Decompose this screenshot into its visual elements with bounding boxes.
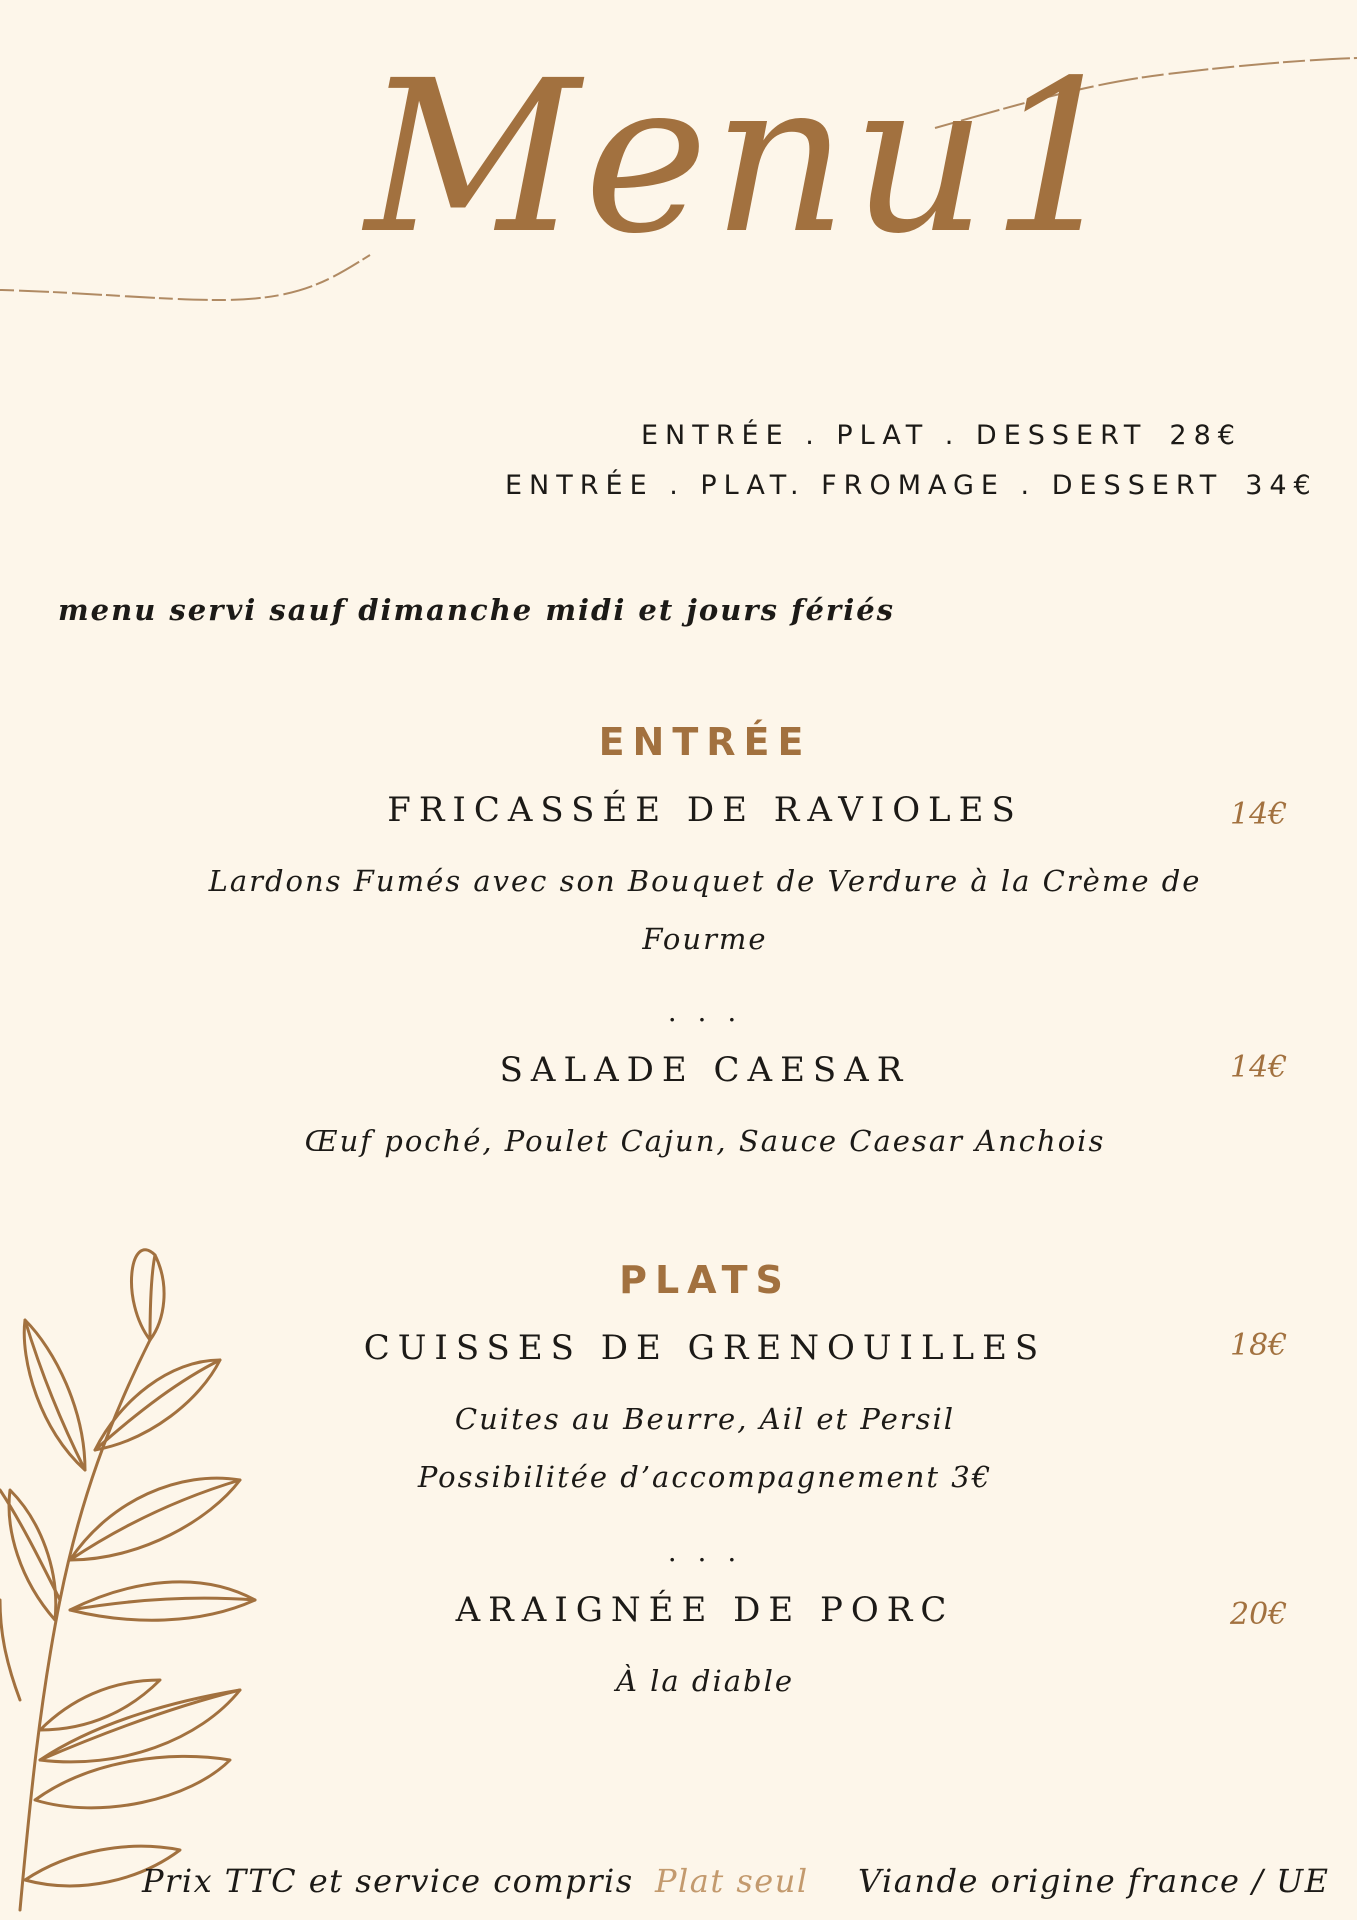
formula-line-1 bbox=[641, 420, 1242, 451]
menu-script-title: Menu1 bbox=[365, 35, 1129, 280]
dish-desc-salade bbox=[200, 1112, 1210, 1170]
dish-price-salade: 14€ bbox=[1230, 1050, 1288, 1085]
dish-desc-fricassee bbox=[200, 852, 1210, 968]
formula-2-price: 34€ bbox=[1245, 470, 1318, 501]
formula-2-label: ENTRÉE . PLAT. FROMAGE . DESSERT bbox=[505, 470, 1224, 501]
dish-price-araignee: 20€ bbox=[1230, 1597, 1288, 1632]
formula-1-price: 28€ bbox=[1169, 420, 1242, 451]
dish-name-salade: SALADE CAESAR bbox=[499, 1050, 911, 1090]
dish-desc-grenouilles bbox=[200, 1390, 1210, 1506]
dish-separator: . . . bbox=[667, 995, 743, 1028]
dish-price-grenouilles: 18€ bbox=[1230, 1328, 1288, 1363]
dish-name-fricassee: FRICASSÉE DE RAVIOLES bbox=[387, 790, 1023, 830]
dish-desc-line: Fourme bbox=[642, 922, 768, 956]
section-title-entree: ENTRÉE bbox=[598, 720, 812, 764]
title-flourish-right bbox=[935, 58, 1357, 128]
dish-desc-line: Lardons Fumés avec son Bouquet de Verdure à la Crème de bbox=[208, 864, 1202, 898]
title-flourish-left bbox=[0, 255, 370, 300]
section-title-plats: PLATS bbox=[619, 1258, 791, 1302]
dish-price-fricassee: 14€ bbox=[1230, 797, 1288, 832]
dish-separator: . . . bbox=[667, 1535, 743, 1568]
dish-name-grenouilles: CUISSES DE GRENOUILLES bbox=[363, 1328, 1047, 1368]
dish-desc-line: Possibilitée d’accompagnement 3€ bbox=[417, 1460, 993, 1494]
footer-middle-text: Plat seul bbox=[655, 1862, 809, 1900]
formula-1-label: ENTRÉE . PLAT . DESSERT bbox=[641, 420, 1148, 451]
dish-desc-line: Cuites au Beurre, Ail et Persil bbox=[454, 1402, 956, 1436]
footer-right-text: Viande origine france / UE bbox=[858, 1862, 1330, 1900]
dish-name-araignee: ARAIGNÉE DE PORC bbox=[455, 1590, 955, 1630]
footer-left-text: Prix TTC et service compris bbox=[142, 1862, 634, 1900]
dish-desc-araignee bbox=[200, 1652, 1210, 1710]
dish-desc-line: À la diable bbox=[615, 1664, 795, 1698]
menu-note: menu servi sauf dimanche midi et jours fériés bbox=[58, 593, 895, 627]
formula-line-2 bbox=[505, 470, 1318, 501]
dish-desc-line: Œuf poché, Poulet Cajun, Sauce Caesar Anchois bbox=[304, 1124, 1106, 1158]
